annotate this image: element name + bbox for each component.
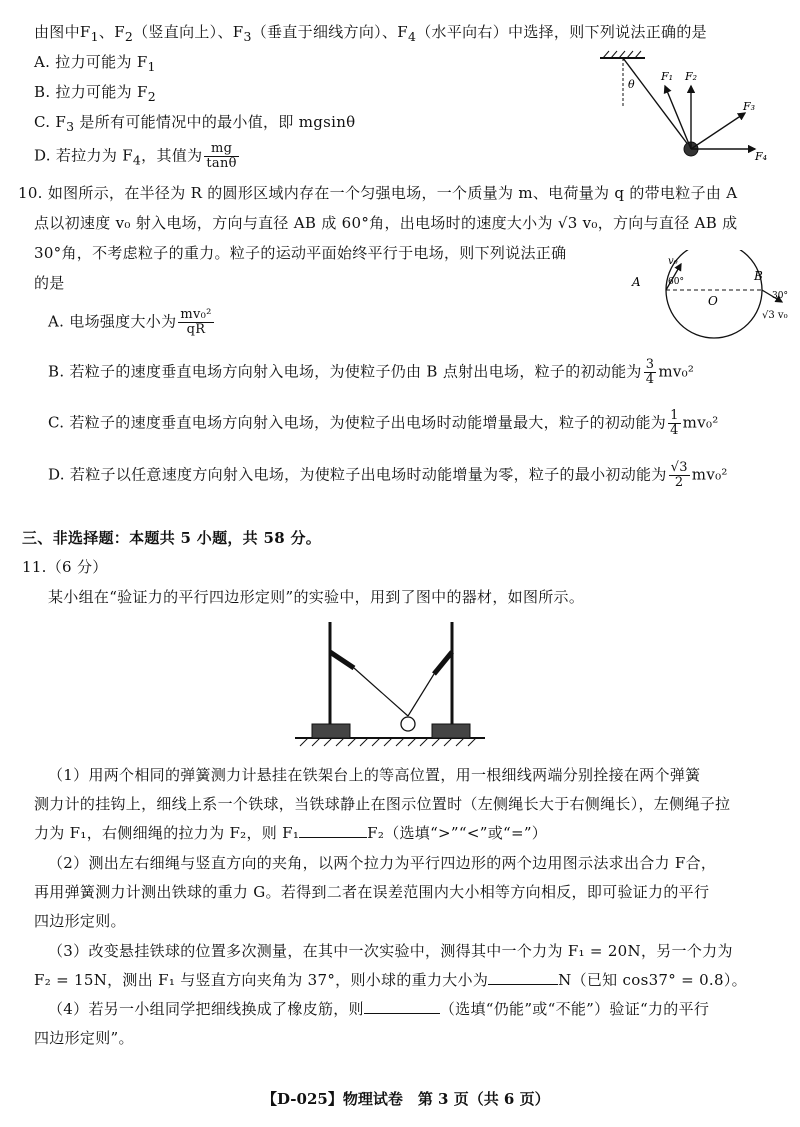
f2-label: F₂ [685,70,698,83]
q11-part2-line1: （2）测出左右细绳与竖直方向的夹角，以两个拉力为平行四边形的两个边用图示法求出合力 F合， [48,854,717,872]
q11-apparatus-figure [290,616,490,751]
section-3-heading: 三、非选择题：本题共 5 小题，共 58 分。 [22,529,322,547]
right-stand-base [432,724,470,738]
q11-part2-line3: 四边形定则。 [34,912,126,930]
f3-arrow [691,113,745,149]
f1-arrow [665,86,691,149]
q9-option-b: B. 拉力可能为 $F_2$ [34,83,157,104]
answer-blank-1[interactable] [299,823,367,838]
string [623,58,689,146]
q9-force-figure [595,48,775,168]
q9-option-d: D. 若拉力为 $F_4$，其值为 $\frac{mg}{\tan\theta}$ [34,141,237,171]
q10-option-a: A. 电场强度大小为 $\frac{\text{mv₀²}}{qR}$ [48,307,212,337]
answer-blank-3[interactable] [488,970,558,985]
q11-part3-line1: （3）改变悬挂铁球的位置多次测量，在其中一次实验中，测得其中一个力为 F₁ = 20N，另一个力为 [48,942,733,960]
q10-circle-figure [624,250,794,342]
q9-option-c: C. $F_3$ 是所有可能情况中的最小值，即 mgsinθ [34,113,356,134]
exit-velocity-label: √3 v₀ [762,310,788,321]
f1-label: F₁ [661,70,674,83]
f3-label: F₃ [743,100,756,113]
q11-part1-line2: 测力计的挂钩上，细线上系一个铁球，当铁球静止在图示位置时（左侧绳长大于右侧绳长），左侧绳子拉 [34,795,731,813]
left-thread [354,668,408,716]
q11-heading: 11.（6 分） [22,558,108,576]
q11-intro: 某小组在“验证力的平行四边形定则”的实验中，用到了图中的器材，如图所示。 [48,588,585,606]
left-spring-scale [330,652,354,668]
q10-option-d: D. 若粒子以任意速度方向射入电场，为使粒子出电场时动能增量为零，粒子的最小初动能为 $\frac{√3}{2}$ mv₀² [48,460,728,490]
q11-part4-line2: 四边形定则”。 [34,1029,134,1047]
q10-option-c: C. 若粒子的速度垂直电场方向射入电场，为使粒子出电场时动能增量最大，粒子的初动能为 $\frac{1}{4}$ mv₀² [48,408,719,438]
q10-line-1: 10. 如图所示，在半径为 R 的圆形区域内存在一个匀强电场，一个质量为 m、电荷量为 q 的带电粒子由 A [18,184,738,202]
center-o-label: O [708,294,718,308]
answer-blank-4[interactable] [364,999,440,1014]
q9-option-a: A. 拉力可能为 $F_1$ [34,53,156,74]
q10-line-2: 点以初速度 v₀ 射入电场，方向与直径 AB 成 60°角，出电场时的速度大小为 √3 v₀，方向与直径 AB 成 [34,214,738,232]
right-spring-scale [434,652,452,674]
angle-30-label: 30° [772,291,788,301]
q11-part3-line2: F₂ = 15N，测出 F₁ 与竖直方向夹角为 37°，则小球的重力大小为 N（已知 cos37° = 0.8）。 [34,971,747,989]
angle-60-label: 60° [668,277,684,287]
q11-part1-line3: 力为 F₁，右侧细绳的拉力为 F₂，则 F₁ F₂（选填“>”“<”或“=”） [34,824,548,842]
point-a-label: A [632,275,641,289]
q10-option-b: B. 若粒子的速度垂直电场方向射入电场，为使粒子仍由 B 点射出电场，粒子的初动能为 $\frac{3}{4}$ mv₀² [48,357,695,387]
theta-label: θ [628,78,635,91]
f4-label: F₄ [755,150,768,163]
page-footer: 【D-025】物理试卷 第 3 页（共 6 页） [262,1090,550,1108]
point-b-label: B [754,269,763,283]
q9-intro: 由图中$F_1$、$F_2$（竖直向上）、$F_3$（垂直于细线方向）、$F_4$（水平向右）中选择，则下列说法正确的是 [34,23,707,44]
q11-part1-line1: （1）用两个相同的弹簧测力计悬挂在铁架台上的等高位置，用一根细线两端分别拴接在两个弹簧 [48,766,701,784]
q11-part4-line1: （4）若另一小组同学把细线换成了橡皮筋，则 （选填“仍能”或“不能”）验证“力的平行 [48,1000,710,1018]
q10-line-4: 的是 [34,274,65,292]
iron-ball [401,717,415,731]
right-thread [408,674,434,716]
q11-part2-line2: 再用弹簧测力计测出铁球的重力 G。若得到二者在误差范围内大小相等方向相反，即可验证力的平行 [34,883,710,901]
v0-label: v₀ [668,256,678,267]
left-stand-base [312,724,350,738]
q10-line-3: 30°角，不考虑粒子的重力。粒子的运动平面始终平行于电场，则下列说法正确 [34,244,567,262]
